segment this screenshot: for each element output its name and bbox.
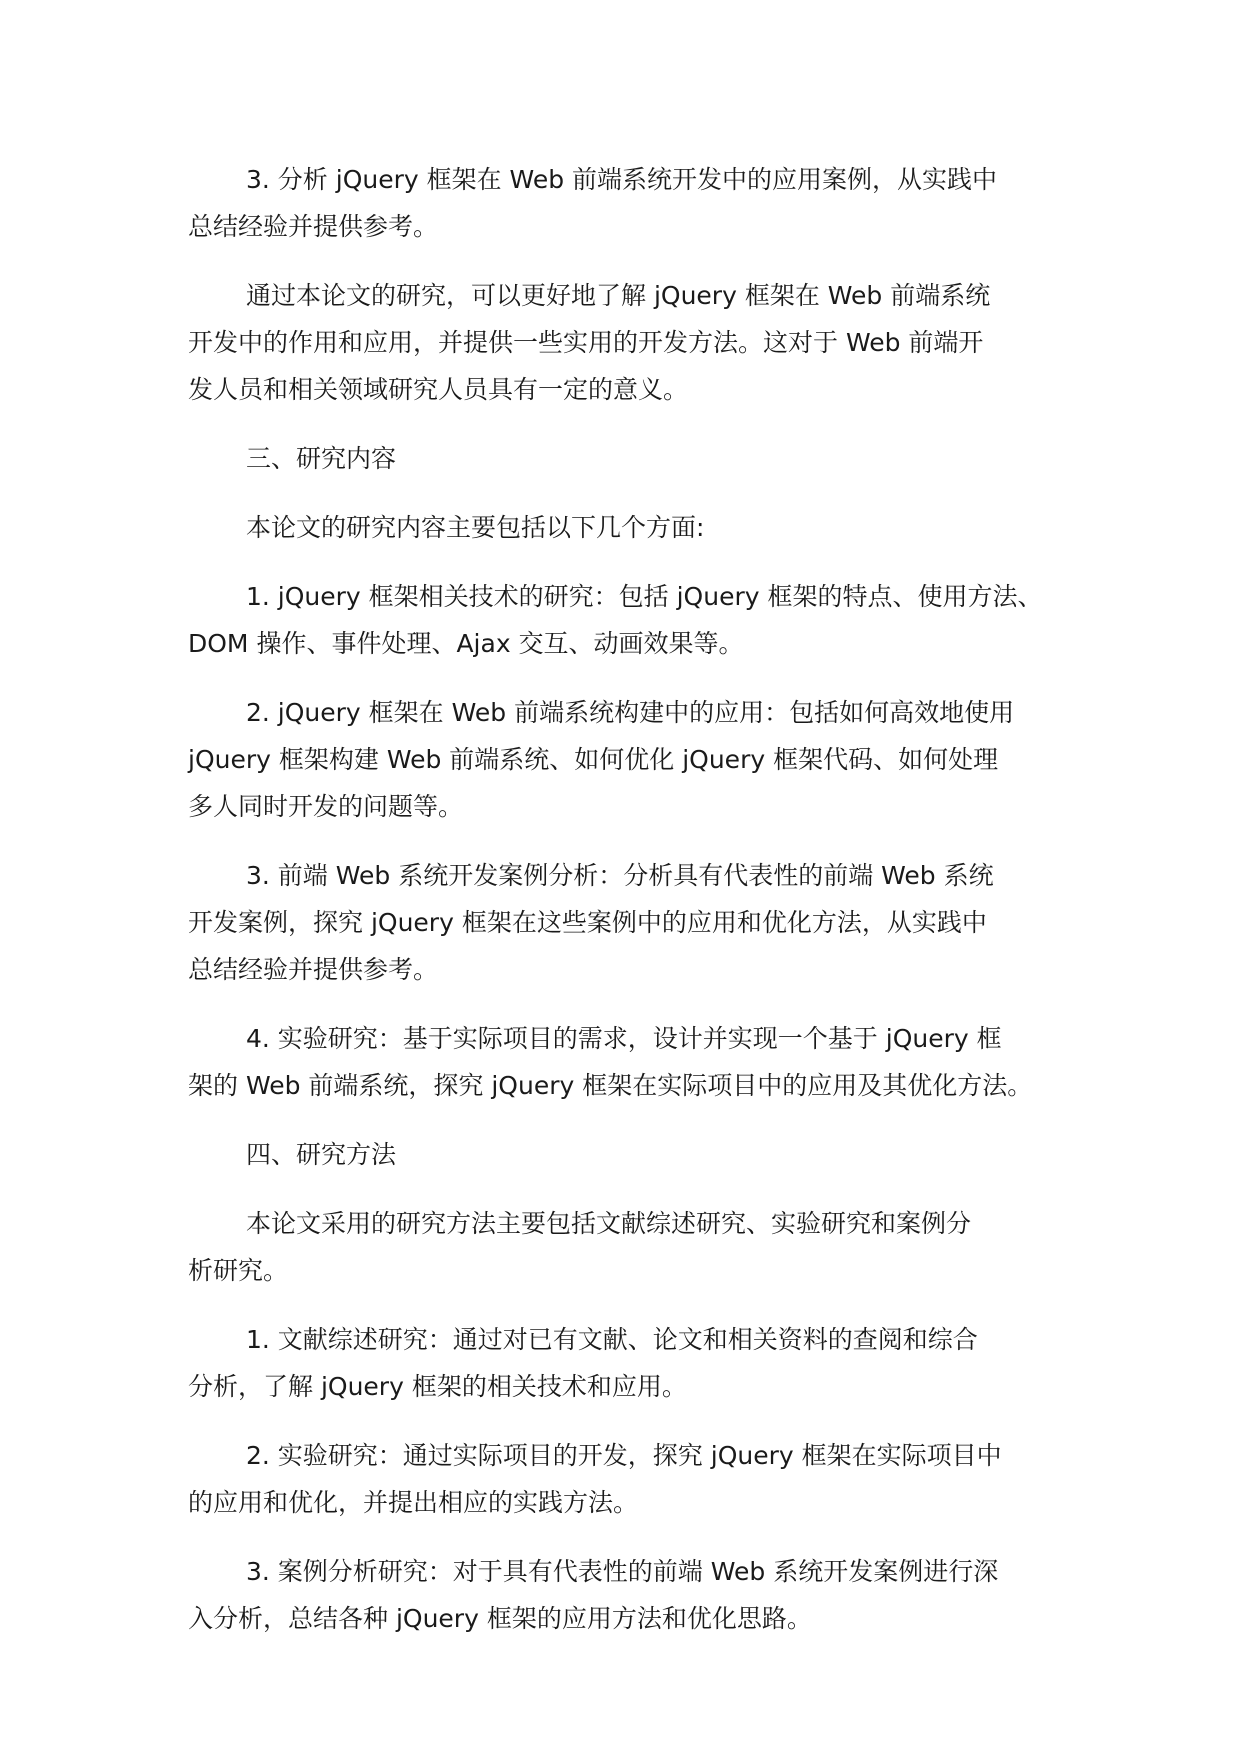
paragraph-line: 3. 案例分析研究：对于具有代表性的前端 Web 系统开发案例进行深 xyxy=(246,1557,999,1586)
paragraph-line: 总结经验并提供参考。 xyxy=(188,955,439,984)
list-item xyxy=(188,1316,1068,1410)
paragraph-line: 2. jQuery 框架在 Web 前端系统构建中的应用：包括如何高效地使用 xyxy=(246,698,1015,727)
paragraph-line: 通过本论文的研究，可以更好地了解 jQuery 框架在 Web 前端系统 xyxy=(246,281,991,310)
paragraph-line: 总结经验并提供参考。 xyxy=(188,212,439,241)
list-item xyxy=(188,852,1068,993)
document-body xyxy=(188,156,1068,1664)
paragraph-line: 分析，了解 jQuery 框架的相关技术和应用。 xyxy=(188,1372,687,1401)
list-item xyxy=(188,1015,1068,1109)
paragraph-line: 本论文采用的研究方法主要包括文献综述研究、实验研究和案例分 xyxy=(246,1209,972,1238)
paragraph-line: 架的 Web 前端系统，探究 jQuery 框架在实际项目中的应用及其优化方法。 xyxy=(188,1071,1033,1100)
paragraph-line: 多人同时开发的问题等。 xyxy=(188,792,464,821)
paragraph-line: 开发中的作用和应用，并提供一些实用的开发方法。这对于 Web 前端开 xyxy=(188,328,984,357)
section-heading xyxy=(188,1131,1068,1178)
paragraph-line: jQuery 框架构建 Web 前端系统、如何优化 jQuery 框架代码、如何处理 xyxy=(188,745,999,774)
paragraph-line: 3. 前端 Web 系统开发案例分析：分析具有代表性的前端 Web 系统 xyxy=(246,861,994,890)
paragraph-line: 1. jQuery 框架相关技术的研究：包括 jQuery 框架的特点、使用方法、 xyxy=(246,582,1043,611)
list-item xyxy=(188,1548,1068,1642)
paragraph-line: 开发案例，探究 jQuery 框架在这些案例中的应用和优化方法，从实践中 xyxy=(188,908,987,937)
list-item xyxy=(188,689,1068,830)
list-item xyxy=(188,1432,1068,1526)
section-heading-text: 三、研究内容 xyxy=(246,444,397,473)
paragraph-line: 4. 实验研究：基于实际项目的需求，设计并实现一个基于 jQuery 框 xyxy=(246,1024,1002,1053)
paragraph-line: 入分析，总结各种 jQuery 框架的应用方法和优化思路。 xyxy=(188,1604,812,1633)
list-item xyxy=(188,573,1068,667)
paragraph xyxy=(188,272,1068,413)
paragraph xyxy=(188,1200,1068,1294)
section-heading xyxy=(188,435,1068,482)
paragraph-line: DOM 操作、事件处理、Ajax 交互、动画效果等。 xyxy=(188,629,744,658)
paragraph xyxy=(188,504,1068,551)
paragraph-line: 2. 实验研究：通过实际项目的开发，探究 jQuery 框架在实际项目中 xyxy=(246,1441,1002,1470)
paragraph-line: 本论文的研究内容主要包括以下几个方面: xyxy=(246,513,705,542)
section-heading-text: 四、研究方法 xyxy=(246,1140,397,1169)
paragraph-line: 发人员和相关领域研究人员具有一定的意义。 xyxy=(188,375,689,404)
paragraph xyxy=(188,156,1068,250)
paragraph-line: 析研究。 xyxy=(188,1256,289,1285)
paragraph-line: 3. 分析 jQuery 框架在 Web 前端系统开发中的应用案例，从实践中 xyxy=(246,165,998,194)
paragraph-line: 1. 文献综述研究：通过对已有文献、论文和相关资料的查阅和综合 xyxy=(246,1325,978,1354)
paragraph-line: 的应用和优化，并提出相应的实践方法。 xyxy=(188,1488,639,1517)
